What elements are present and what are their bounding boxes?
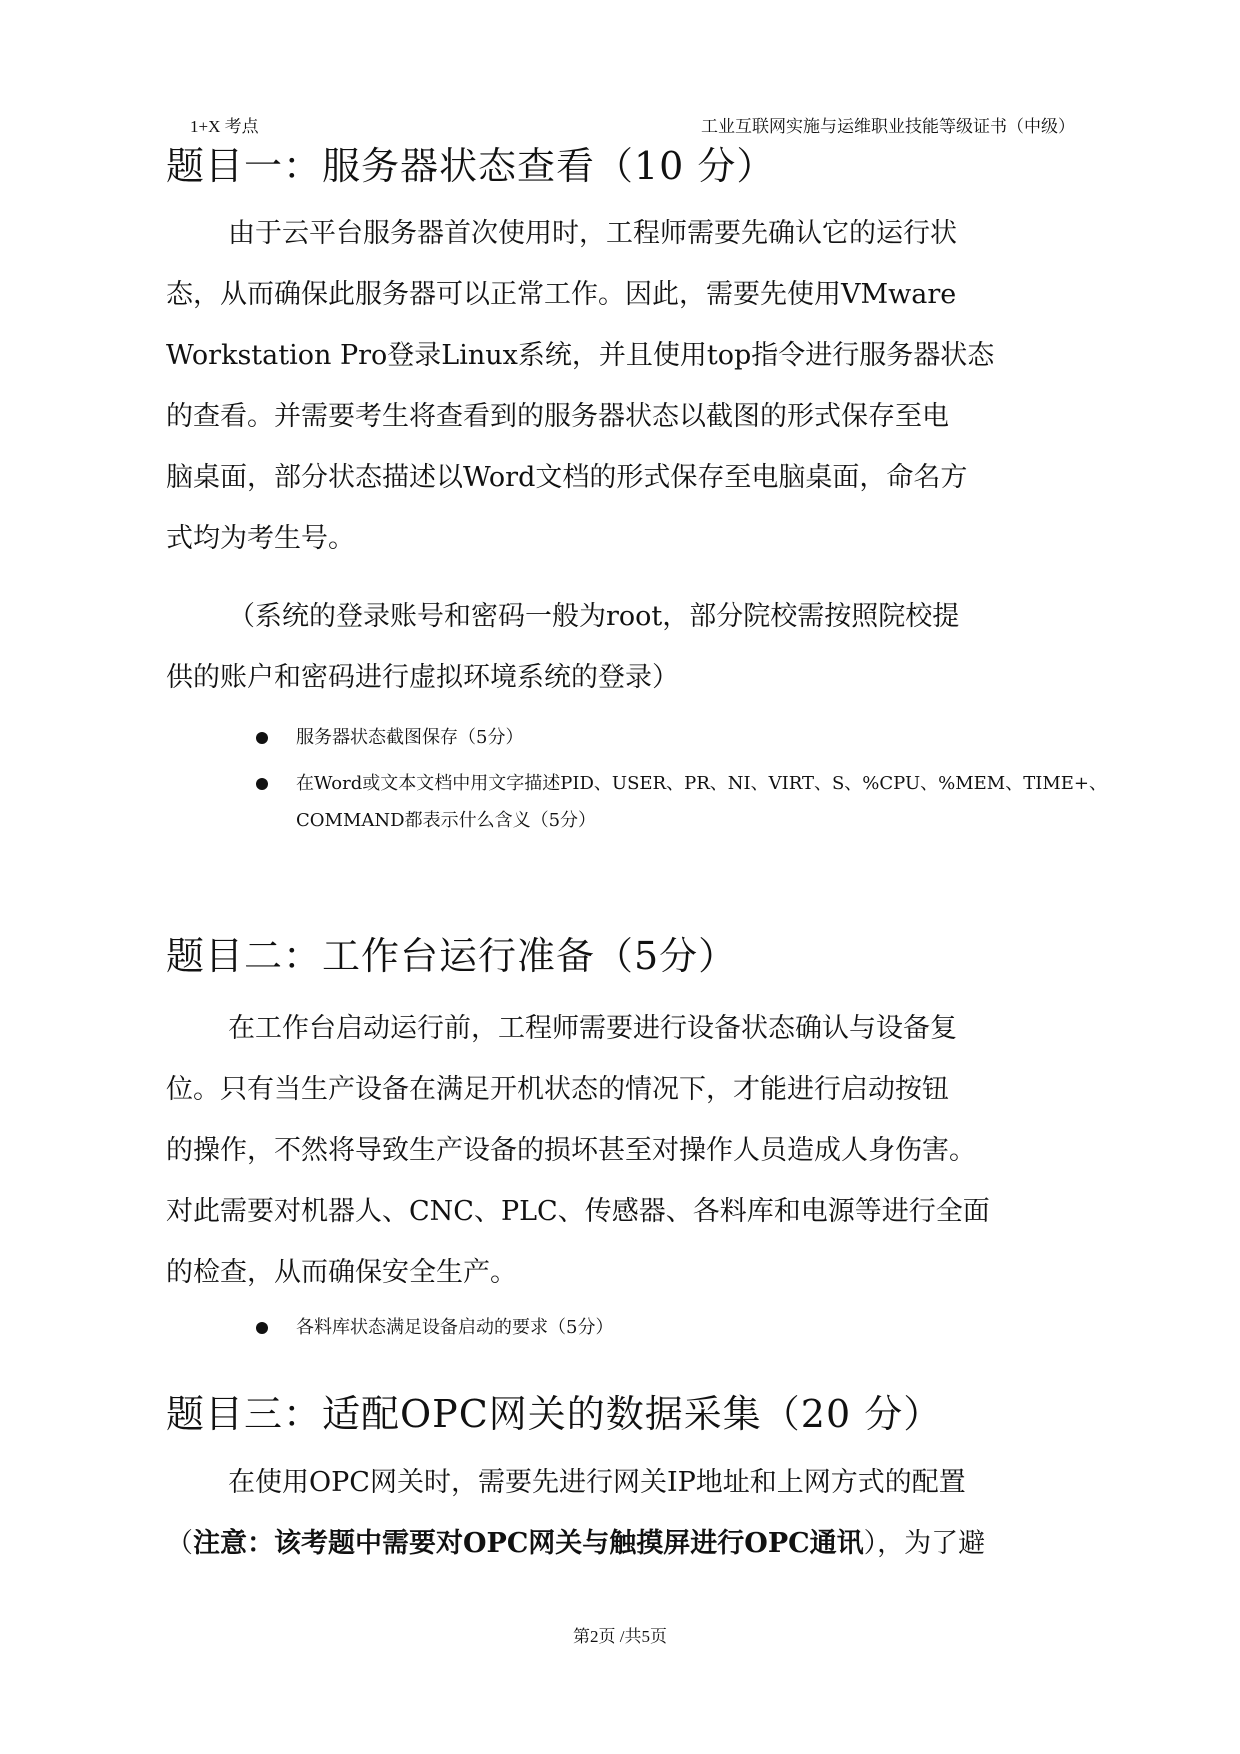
paragraph-line: 的查看。并需要考生将查看到的服务器状态以截图的形式保存至电 bbox=[166, 401, 949, 432]
bullet-item: 在Word或文本文档中用文字描述PID、USER、PR、NI、VIRT、S、%CPU、%MEM、TIME+、COMMAND都表示什么含义（5分） bbox=[256, 765, 1116, 839]
paragraph-line: 对此需要对机器人、CNC、PLC、传感器、各料库和电源等进行全面 bbox=[166, 1196, 990, 1227]
paragraph-line: 脑桌面，部分状态描述以Word文档的形式保存至电脑桌面，命名方 bbox=[166, 462, 968, 493]
bold-note: 注意：该考题中需要对OPC网关与触摸屏进行OPC通讯 bbox=[193, 1528, 864, 1559]
section1-bullet-list bbox=[256, 719, 1116, 848]
paragraph-line: 位。只有当生产设备在满足开机状态的情况下，才能进行启动按钮 bbox=[166, 1074, 949, 1105]
paragraph-line: （系统的登录账号和密码一般为root，部分院校需按照院校提 bbox=[228, 601, 960, 632]
section1-note bbox=[166, 586, 1126, 708]
paragraph-line: 的检查，从而确保安全生产。 bbox=[166, 1257, 517, 1288]
bullet-dot-icon bbox=[256, 1322, 268, 1334]
paragraph-line: 态，从而确保此服务器可以正常工作。因此，需要先使用VMware bbox=[166, 279, 957, 310]
section2-title: 题目二：工作台运行准备（5分） bbox=[166, 934, 738, 978]
paragraph-line: 式均为考生号。 bbox=[166, 523, 355, 554]
section3-title: 题目三：适配OPC网关的数据采集（20 分） bbox=[166, 1392, 943, 1436]
section1-title: 题目一：服务器状态查看（10 分） bbox=[166, 144, 776, 188]
paragraph-line: 在使用OPC网关时，需要先进行网关IP地址和上网方式的配置 bbox=[228, 1467, 966, 1498]
paragraph-line: 在工作台启动运行前，工程师需要进行设备状态确认与设备复 bbox=[228, 1013, 957, 1044]
bullet-item: 各料库状态满足设备启动的要求（5分） bbox=[256, 1309, 1116, 1346]
bullet-dot-icon bbox=[256, 778, 268, 790]
section2-bullet-list bbox=[256, 1309, 1116, 1355]
page-footer: 第2页 /共5页 bbox=[573, 1627, 667, 1646]
paragraph-line: 的操作，不然将导致生产设备的损坏甚至对操作人员造成人身伤害。 bbox=[166, 1135, 976, 1166]
section1-paragraph bbox=[166, 203, 1126, 569]
bullet-dot-icon bbox=[256, 732, 268, 744]
section2-paragraph bbox=[166, 998, 1126, 1303]
paragraph-line: Workstation Pro登录Linux系统，并且使用top指令进行服务器状态 bbox=[166, 340, 995, 371]
section3-paragraph bbox=[166, 1452, 1126, 1574]
header-right: 工业互联网实施与运维职业技能等级证书（中级） bbox=[701, 117, 1075, 136]
paragraph-line: 由于云平台服务器首次使用时，工程师需要先确认它的运行状 bbox=[228, 218, 957, 249]
header-left: 1+X 考点 bbox=[190, 117, 259, 136]
paragraph-line: （注意：该考题中需要对OPC网关与触摸屏进行OPC通讯），为了避 bbox=[166, 1528, 986, 1559]
paragraph-line: 供的账户和密码进行虚拟环境系统的登录） bbox=[166, 662, 679, 693]
bullet-item: 服务器状态截图保存（5分） bbox=[256, 719, 1116, 756]
